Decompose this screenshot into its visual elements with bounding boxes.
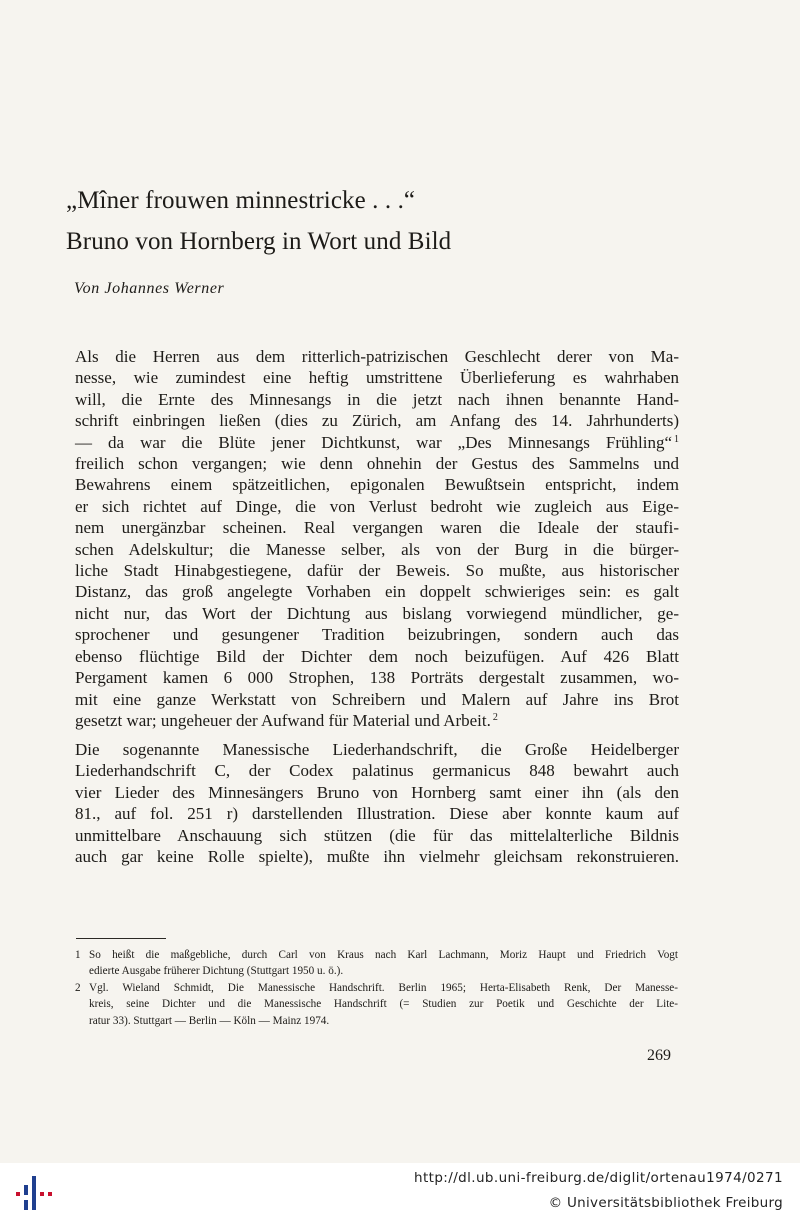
text-line: 81., auf fol. 251 r) darstellenden Illustration. Diese aber konnte kaum auf — [75, 804, 679, 824]
footnotes — [75, 947, 678, 1029]
footnote-2 — [75, 980, 678, 1029]
text-line: auch gar keine Rolle spielte), mußte ihn vielmehr gleichsam rekonstruieren. — [75, 847, 679, 867]
text-line: liche Stadt Hinabgestiegene, dafür der Beweis. So mußte, aus historischer — [75, 561, 679, 581]
document-url-link[interactable]: http://dl.ub.uni-freiburg.de/diglit/ortenau1974/0271 — [414, 1170, 783, 1186]
text-line: nicht nur, das Wort der Dichtung aus bislang vorwiegend mündlicher, ge- — [75, 603, 679, 623]
text-line: freilich schon vergangen; wie denn ohnehin der Gestus des Sammelns und — [75, 454, 679, 474]
footnote-line: Vgl. Wieland Schmidt, Die Manessische Handschrift. Berlin 1965; Herta-Elisabeth Renk, Der Manesse- — [89, 981, 678, 994]
text-line: nesse, wie zumindest eine heftig umstrittene Überlieferung es wahrhaben — [75, 368, 679, 388]
title-line-2: Bruno von Hornberg in Wort und Bild — [66, 228, 452, 255]
text-line: Als die Herren aus dem ritterlich-patrizischen Geschlecht derer von Ma- — [75, 347, 679, 366]
footnote-line: ratur 33). Stuttgart — Berlin — Köln — Mainz 1974. — [89, 1014, 330, 1027]
footnote-line: edierte Ausgabe früherer Dichtung (Stuttgart 1950 u. ö.). — [89, 965, 344, 978]
text-line-content: — da war die Blüte jener Dichtkunst, war „Des Minnesangs Frühling“ — [75, 432, 672, 452]
copyright-notice: © Universitätsbibliothek Freiburg — [548, 1195, 783, 1211]
text-line: sprochener und gesungener Tradition beizubringen, sondern auch das — [75, 625, 679, 645]
footnote-number: 2 — [75, 981, 81, 994]
text-line — [75, 710, 679, 731]
text-line: vier Lieder des Minnesängers Bruno von Hornberg samt einer ihn (als den — [75, 782, 679, 802]
text-line: unmittelbare Anschauung sich stützen (die für das mittelalterliche Bildnis — [75, 825, 679, 845]
title-line-1: „Mîner frouwen minnestricke . . .“ — [66, 187, 416, 214]
page-number: 269 — [647, 1047, 671, 1064]
text-line: Distanz, das groß angelegte Vorhaben ein doppelt schwieriges sein: es galt — [75, 582, 679, 602]
text-line: Liederhandschrift C, der Codex palatinus germanicus 848 bewahrt auch — [75, 761, 679, 781]
text-line: ebenso flüchtige Bild der Dichter dem noch beizufügen. Auf 426 Blatt — [75, 646, 679, 666]
viewer-footer — [0, 1163, 800, 1220]
text-line — [75, 432, 679, 453]
text-line: Bewahrens einem spätzeitlichen, epigonalen Bewußtsein entspricht, indem — [75, 475, 679, 495]
author-byline: Von Johannes Werner — [74, 280, 225, 297]
text-line-content: gesetzt war; ungeheuer der Aufwand für Material und Arbeit. — [75, 710, 491, 730]
ub-freiburg-logo-icon — [12, 1173, 52, 1213]
text-line: nem unergänzbar scheinen. Real vergangen waren die Ideale der staufi- — [75, 518, 679, 538]
footnote-ref-1[interactable]: 1 — [674, 433, 679, 445]
text-line: er sich richtet auf Dinge, die von Verlust bedroht wie zugleich aus Eige- — [75, 496, 679, 516]
paragraph-1 — [75, 346, 679, 731]
footnote-divider — [76, 938, 166, 939]
paragraph-2 — [75, 739, 679, 867]
text-line: will, die Ernte des Minnesangs in die jetzt nach ihnen benannte Hand- — [75, 389, 679, 409]
footnote-line: kreis, seine Dichter und die Manessische Handschrift (= Studien zur Poetik und Geschichte der Lite- — [89, 998, 678, 1011]
footnote-ref-2[interactable]: 2 — [492, 711, 498, 723]
text-line: schrift einbringen ließen (dies zu Zürich, am Anfang des 14. Jahrhunderts) — [75, 411, 679, 431]
footnote-number: 1 — [75, 949, 81, 961]
text-line: schen Adelskultur; die Manesse selber, als von der Burg in die bürger- — [75, 539, 679, 559]
footnote-line: So heißt die maßgebliche, durch Carl von Kraus nach Karl Lachmann, Moriz Haupt und Friedrich Vogt — [89, 949, 678, 961]
footnote-1 — [75, 947, 678, 980]
text-line: mit eine ganze Werkstatt von Schreibern und Malern auf Jahre ins Brot — [75, 689, 679, 709]
text-line: Pergament kamen 6 000 Strophen, 138 Porträts dergestalt zusammen, wo- — [75, 668, 679, 688]
text-line: Die sogenannte Manessische Liederhandschrift, die Große Heidelberger — [75, 740, 679, 759]
